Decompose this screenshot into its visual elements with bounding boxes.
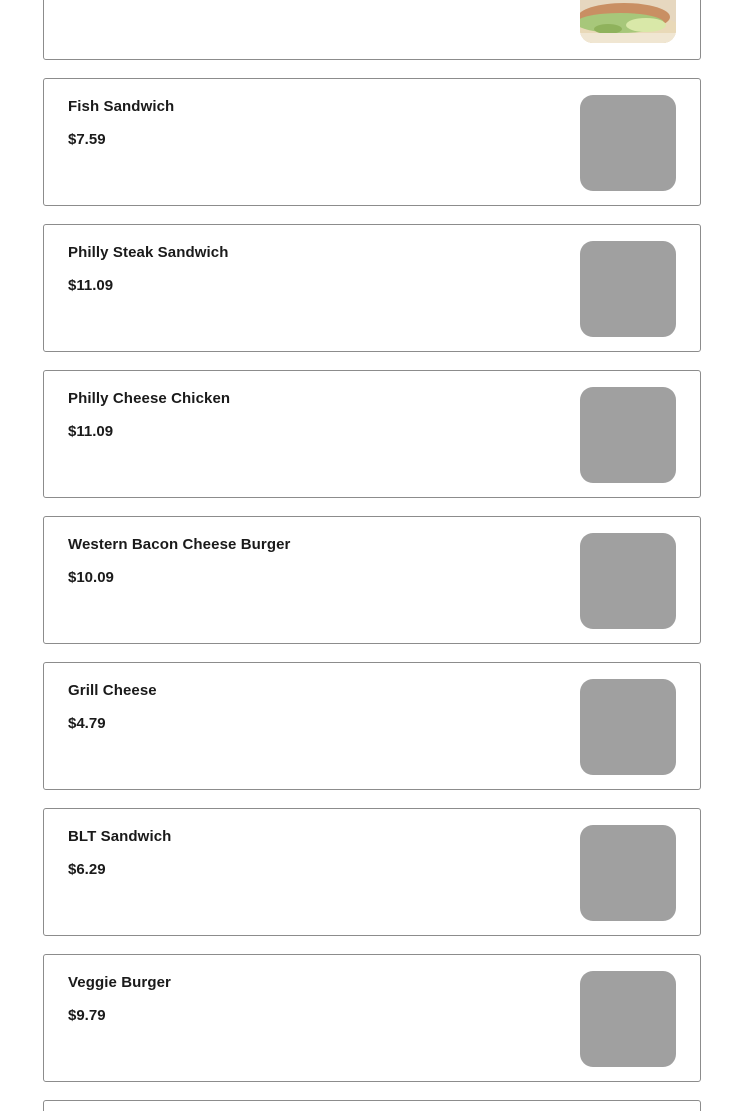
menu-item-image-placeholder bbox=[580, 387, 676, 483]
menu-item-image-placeholder bbox=[580, 533, 676, 629]
menu-item-card[interactable] bbox=[43, 370, 701, 498]
menu-item-card[interactable] bbox=[43, 224, 701, 352]
menu-item-image-placeholder bbox=[580, 95, 676, 191]
menu-item-name: Philly Cheese Chicken bbox=[68, 390, 231, 407]
menu-item-card[interactable] bbox=[43, 0, 701, 60]
menu-item-image-placeholder bbox=[580, 241, 676, 337]
burger-photo bbox=[580, 0, 676, 43]
menu-item-image-placeholder bbox=[580, 971, 676, 1067]
menu-item-price: $11.09 bbox=[68, 277, 114, 294]
menu-item-price: $10.09 bbox=[68, 569, 114, 586]
menu-item-price: $11.09 bbox=[68, 423, 114, 440]
menu-item-price: $6.29 bbox=[68, 861, 106, 878]
menu-item-image-placeholder bbox=[580, 825, 676, 921]
menu-item-card[interactable] bbox=[43, 1100, 701, 1111]
menu-item-card[interactable] bbox=[43, 78, 701, 206]
menu-item-name: Philly Steak Sandwich bbox=[68, 244, 229, 261]
menu-item-card[interactable] bbox=[43, 808, 701, 936]
menu-item-price: $7.59 bbox=[68, 131, 106, 148]
menu-item-price: $9.79 bbox=[68, 1007, 106, 1024]
menu-item-name: Grill Cheese bbox=[68, 682, 157, 699]
menu-item-name: BLT Sandwich bbox=[68, 828, 172, 845]
menu-item-price: $4.79 bbox=[68, 715, 106, 732]
menu-item-image-placeholder bbox=[580, 679, 676, 775]
menu-item-card[interactable] bbox=[43, 662, 701, 790]
menu-item-name: Western Bacon Cheese Burger bbox=[68, 536, 291, 553]
menu-item-name: Veggie Burger bbox=[68, 974, 171, 991]
burger-image bbox=[580, 0, 676, 43]
menu-item-card[interactable] bbox=[43, 954, 701, 1082]
menu-item-card[interactable] bbox=[43, 516, 701, 644]
menu-item-name: Fish Sandwich bbox=[68, 98, 175, 115]
